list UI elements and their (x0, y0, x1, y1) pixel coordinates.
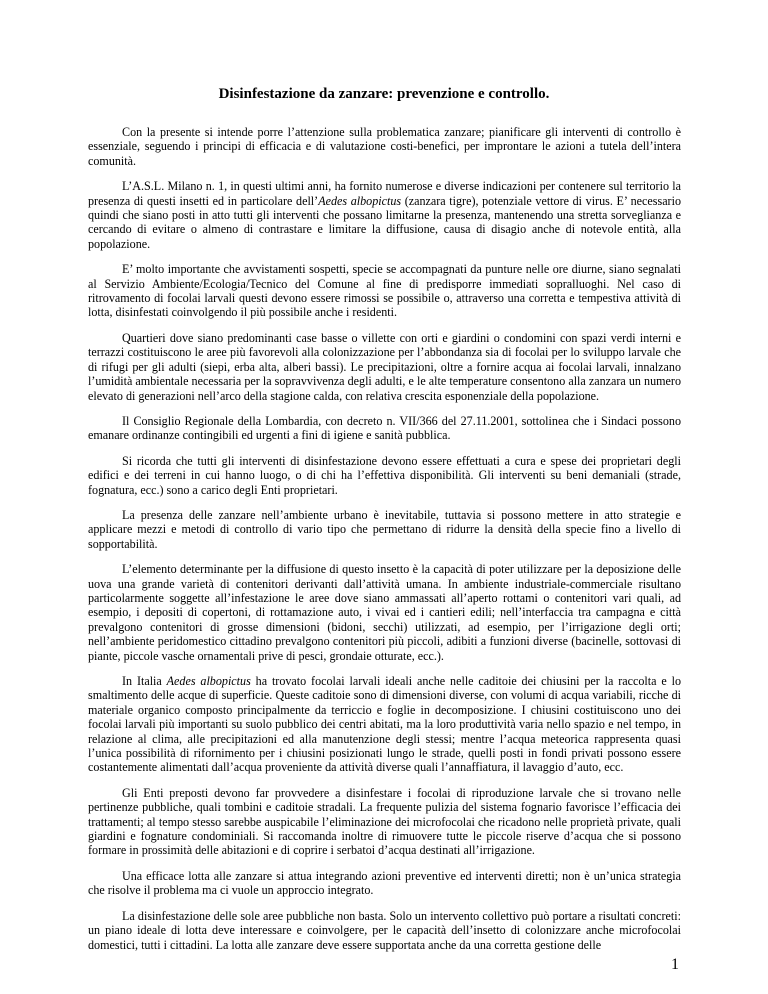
paragraph-3-text: E’ molto importante che avvistamenti sospetti, specie se accompagnati da punture nelle ore diurne, siano segnalati al Servizio Ambiente/Ecologia/Tecnico del Comune al fine di predisporre immediati sopralluoghi. Nel caso di ritrovamento di focolai larvali questi devono essere rimossi se possibile o, attraverso una corretta e tempestiva attività di lotta, disinfestati coinvolgendo il più possibile anche i residenti. (88, 262, 681, 320)
paragraph-4-text: Quartieri dove siano predominanti case basse o villette con orti e giardini o condomini con spazi verdi interni e terrazzi costituiscono le aree più favorevoli alla colonizzazione per l’abbondanza sia di focolai per lo sviluppo larvale che di rifugi per gli adulti (siepi, erba alta, alberi bassi). Le precipitazioni, oltre a fornire acqua ai focolai larvali, innalzano l’umidità ambientale necessaria per la sopravvivenza degli adulti, e le alte temperature consentono alla zanzara un numero elevato di generazioni nell’arco della stagione calda, con relativa crescita esponenziale della popolazione. (88, 330, 681, 403)
species-name-italic: Aedes albopictus (166, 674, 251, 688)
paragraph-2-text-b: (zanzara tigre), potenziale vettore di virus. E’ necessario quindi che siano posti in atto tutti gli interventi che possano limitarne la presenza, mantenendo una stretta sorveglianza e cercando di evitare o almeno di contrastare e limitare la diffusione, causa di disagio anche di notevole entità, alla popolazione. (88, 193, 681, 251)
paragraph-8 (88, 562, 681, 663)
paragraph-7 (88, 508, 681, 551)
paragraph-1 (88, 125, 681, 168)
species-name-italic: Aedes albopictus (318, 193, 402, 208)
paragraph-9-text-a: In Italia (122, 674, 167, 688)
paragraph-9 (88, 674, 681, 775)
document-body (88, 125, 681, 963)
paragraph-5-text: Il Consiglio Regionale della Lombardia, con decreto n. VII/366 del 27.11.2001, sottolinea che i Sindaci possono emanare ordinanze contingibili ed urgenti a fini di igiene e sanità pubblica. (88, 413, 681, 443)
paragraph-10 (88, 786, 681, 858)
paragraph-2-text-a: L’A.S.L. Milano n. 1, in questi ultimi anni, ha fornito numerose e diverse indicazioni per contenere sul territorio la presenza di questi insetti ed in particolare dell’ (88, 179, 681, 208)
paragraph-2 (88, 179, 681, 251)
paragraph-4 (88, 331, 681, 403)
paragraph-1-text: Con la presente si intende porre l’attenzione sulla problematica zanzare; pianificare gli interventi di controllo è essenziale, seguendo i principi di efficacia e di valutazione costi-benefici, per improntare le azioni a tutela dell’intera comunità. (88, 125, 681, 168)
paragraph-11-text: Una efficace lotta alle zanzare si attua integrando azioni preventive ed interventi diretti; non è un’unica strategia che risolve il problema ma ci vuole un approccio integrato. (88, 868, 681, 898)
page-number: 1 (671, 956, 679, 973)
paragraph-5 (88, 414, 681, 443)
paragraph-11 (88, 869, 681, 898)
paragraph-6 (88, 454, 681, 497)
paragraph-12-text: La disinfestazione delle sole aree pubbliche non basta. Solo un intervento collettivo può portare a risultati concreti: un piano ideale di lotta deve interessare e coinvolgere, per le capacità dell’insetto di colonizzare anche microfocolai domestici, tutti i cittadini. La lotta alle zanzare deve essere supportata anche da una corretta gestione delle (88, 908, 681, 952)
paragraph-10-text: Gli Enti preposti devono far provvedere a disinfestare i focolai di riproduzione larvale che si trovano nelle pertinenze pubbliche, quali tombini e caditoie stradali. La frequente pulizia del sistema fognario favorisce l’efficacia dei trattamenti; al tempo stesso sarebbe auspicabile l’eliminazione dei microfocolai che ricadono nelle proprietà private, quali giardini e fognature condominiali. Si raccomanda inoltre di rimuovere tutte le piccole riserve d’acqua che si possono formare in prossimità delle abitazioni e di coprire i serbatoi d’acqua destinati all’irrigazione. (88, 785, 681, 858)
paragraph-3 (88, 262, 681, 320)
paragraph-12 (88, 909, 681, 952)
document-title: Disinfestazione da zanzare: prevenzione e controllo. (218, 86, 550, 102)
paragraph-8-text: L’elemento determinante per la diffusione di questo insetto è la capacità di poter utilizzare per la deposizione delle uova una grande varietà di contenitori derivanti dall’attività umana. In ambiente industriale-commerciale risultano particolarmente soggette all’infestazione le aree dove siano ammassati all’aperto rottami o contenitori vari quali, ad esempio, i depositi di copertoni, di rottamazione auto, i vivai ed i cantieri edili; nell’interfaccia tra campagna e città prevalgono contenitori di grosse dimensioni (bidoni, secchi) utilizzati, ad esempio, per l’irrigazione degli orti; nell’ambiente peridomestico cittadino prevalgono contenitori più piccoli, adibiti a funzioni diverse (bacinelle, sottovasi di piante, piccole vasche ornamentali prive di pesci, grondaie otturate, ecc.). (88, 562, 681, 663)
paragraph-9-text-b: ha trovato focolai larvali ideali anche nelle caditoie dei chiusini per la raccolta e lo smaltimento delle acque di superficie. Queste caditoie sono di dimensioni diverse, con volumi di acqua variabili, ricche di materiale organico composto principalmente da terriccio e foglie in decomposizione. I chiusini costituiscono uno dei focolai larvali più importanti su suolo pubblico dei centri abitati, ma la loro produttività varia nello spazio e nel tempo, in relazione al clima, alle precipitazioni ed alla manutenzione degli stessi; mentre l’acqua meteorica rappresenta quasi l’unica possibilità di rifornimento per i chiusini posizionati lungo le strade, quelli posti in fondi privati possono essere costantemente alimentati dall’acqua proveniente da attività diverse quali l’annaffiatura, il lavaggio d’auto, ecc. (88, 674, 682, 775)
paragraph-6-text: Si ricorda che tutti gli interventi di disinfestazione devono essere effettuati a cura e spese dei proprietari degli edifici e dei terreni in cui hanno luogo, o di chi ha l’effettiva disponibilità. Gli interventi su beni demaniali (strade, fognatura, ecc.) sono a carico degli Enti proprietari. (88, 453, 681, 497)
paragraph-7-text: La presenza delle zanzare nell’ambiente urbano è inevitabile, tuttavia si possono mettere in atto strategie e applicare mezzi e metodi di controllo di vario tipo che permettano di ridurre la densità della specie fino a livello di sopportabilità. (88, 507, 681, 551)
